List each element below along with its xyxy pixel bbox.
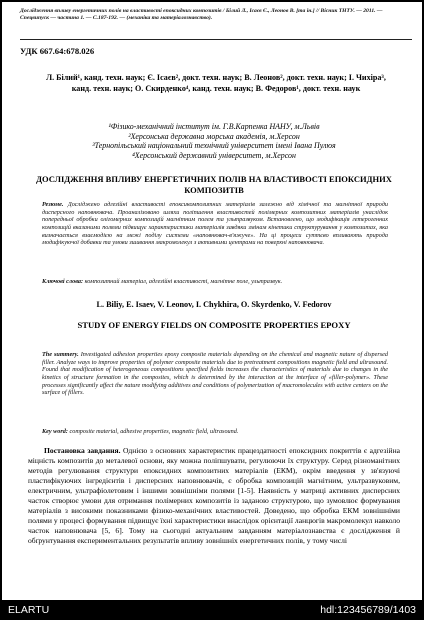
authors-ukrainian: Л. Білий¹, канд. техн. наук; Є. Ісаєв², докт. техн. наук; В. Леонов², докт. техн. наук; І. Чихіра³, канд. техн. наук; О. Скирденко⁴, канд. техн. наук; В. Федоров¹, докт. техн. наук (46, 73, 386, 94)
keywords-english-label: Key word: (42, 428, 68, 435)
abstract-english-label: The summery. (42, 351, 79, 358)
footer-bar (0, 600, 424, 620)
affiliations (32, 122, 396, 160)
udk-code: УДК 667.64:678.026 (20, 46, 95, 56)
abstract-ukrainian (42, 201, 388, 247)
affiliation-4: ⁴Херсонський державний університет, м.Херсон (132, 150, 296, 160)
footer-handle: hdl:123456789/1403 (320, 604, 416, 616)
abstract-ukrainian-text: Досліджено адгезійні властивості епоксикомпозитних матеріалів залежно від хімічної та магнітної природи дисперсного наповнювача. Проаналізовано шляхи поліпшення властивостей полімерних композитних матеріалів унаслідок попередньої обробки олігомерних композицій магнітним полем та ультразвуком. Встановлено, що модифікація гетерогенних композицій вказаними полями підвищує характеристики матеріалів завдяки змінам кінетики структурування у композитах, яка визначається взаємодією на межі поділу системи «наповнювач-в'яжуче». На ці процеси суттєво впливають природа модифікуючої добавки та умови зшивання макромолекул з активними центрами на поверхні наповнювача. (42, 201, 388, 247)
title-ukrainian: ДОСЛІДЖЕННЯ ВПЛИВУ ЕНЕРГЕТИЧНИХ ПОЛІВ НА ВЛАСТИВОСТІ ЕПОКСИДНИХ КОМПОЗИТІВ (36, 174, 392, 195)
citation-header: Дослідження впливу енергетичних полів на властивості епоксидних композитів / Білий Л., Ісаєв Є., Леонов В. [та ін.] // Вісник ТНТУ. — 2011. — Спецвипуск — частина 1. — С.187-192. — (механіка та матеріалознавство). (20, 8, 383, 21)
abstract-ukrainian-label: Резюме. (42, 201, 64, 208)
abstract-english (42, 351, 388, 397)
affiliation-1: ¹Фізико-механічний інститут ім. Г.В.Карпенка НАНУ, м.Львів (108, 122, 320, 131)
header-divider (20, 39, 412, 40)
keywords-ukrainian (42, 278, 388, 286)
authors-english: L. Biliy, E. Isaev, V. Leonov, I. Chykhira, O. Skyrdenko, V. Fedorov (96, 300, 332, 309)
abstract-english-text: Investigated adhesion properties epoxy composite materials depending on the chemical and magnetic nature of dispersed filler. Analyze ways to improve properties of polymer composite materials due to pretreatment compositions magnetic field and ultrasound. Found that modification of heterogeneous compositions specified fields increases the characteristics of materials due to changes in the kinetics of structure formation in the composites, which is determined by the interaction at the interface of «filler-polymer». These processes significantly affect the nature modifying additives and conditions of polymerization of macromolecules with active centers on the surface of fillers. (42, 351, 388, 397)
keywords-english-text: composite material, adhesive properties, magnetic field, ultrasound. (67, 428, 239, 435)
affiliation-3: ³Тернопільський національний технічний університет імені Івана Пулюя (92, 141, 336, 151)
footer-repository-name: ELARTU (8, 604, 50, 616)
keywords-english (42, 428, 388, 436)
title-english: STUDY OF ENERGY FIELDS ON COMPOSITE PROPERTIES EPOXY (77, 320, 351, 330)
body-paragraph (28, 446, 400, 546)
body-text: Однією з основних характеристик працездатності епоксидних покриттів є адгезійна міцність композитів до металевої основи, яку можна поліпшувати, регулюючи їх структуру. Серед різноманітних методів регулювання структури епоксидних композитних матеріалів (ЕКМ), окрім введення у зв'язуючі пластифікуючих інгредієнтів і дисперсних наповнювачів, є обробка композицій магнітним, ультразвуковим, електричним, ультрафіолетовим і іншими зовнішніми полями [1-5]. Наявність у матриці активних дисперсних часток створює умови для отримання полімерних композитів із заданою структурою, що зумовлює формування матеріалів з високими показниками фізико-механічних властивостей. Доведено, що обробка ЕКМ зовнішніми полями у процесі формування підвищує їхні характеристики внаслідок орієнтації ланцюгів макромолекул навколо часток наповнювача [5, 6]. Тому на сьогодні актуальним завданням матеріалознавства є дослідження й обґрунтування експериментальних результатів впливу зовнішніх енергетичних полів, у тому числі (28, 446, 400, 546)
keywords-ukrainian-label: Ключові слова: (42, 278, 84, 285)
keywords-ukrainian-text: композитний матеріал, адгезійні властивості, магнітне поле, ультразвук. (83, 278, 283, 285)
affiliation-2: ²Херсонська державна морська академія, м.Херсон (128, 131, 300, 141)
body-section-label: Постановка завдання. (44, 446, 121, 455)
document-page (2, 2, 422, 600)
